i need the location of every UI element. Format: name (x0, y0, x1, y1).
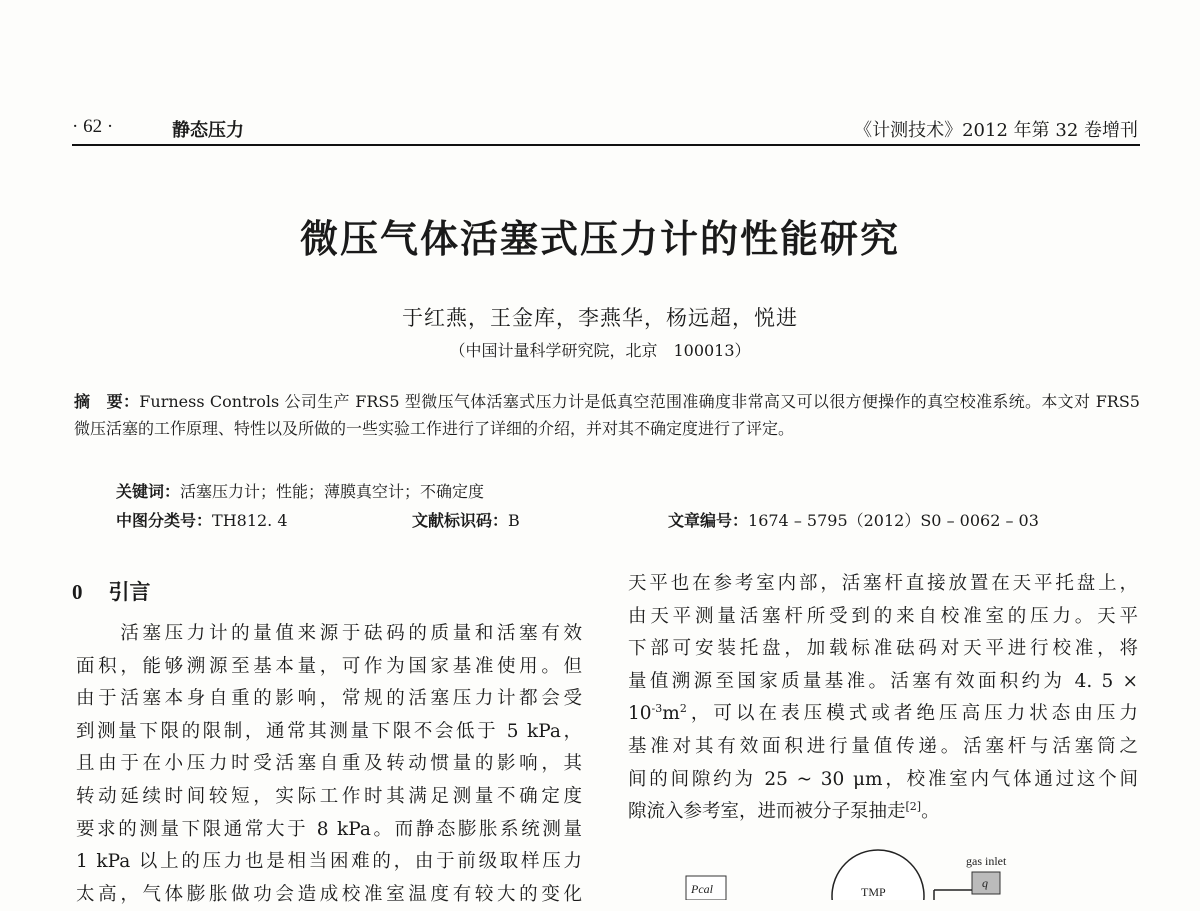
section-name: 静态压力 (172, 120, 244, 141)
body-line: 活塞压力计的量值来源于砝码的质量和活塞有效 (76, 623, 582, 644)
section-heading (72, 576, 151, 606)
system-diagram (630, 840, 1010, 900)
article-number-label: 文章编号： (668, 511, 749, 530)
document-code (412, 508, 520, 531)
body-line: 下部可安装托盘，加载标准砝码对天平进行校准，将 (628, 638, 1138, 660)
article-number (668, 508, 1039, 531)
body-line: 由于活塞本身自重的影响，常规的活塞压力计都会受 (76, 688, 582, 710)
author-list: 于红燕，王金库，李燕华，杨远超，悦进 (402, 306, 798, 330)
pcal-label: Pcal (691, 882, 713, 896)
clc-value: TH812. 4 (212, 511, 288, 530)
body-line-last (628, 796, 1138, 829)
body-line: 由天平测量活塞杆所受到的来自校准室的压力。天平 (628, 605, 1138, 627)
body-line: 天平也在参考室内部，活塞杆直接放置在天平托盘上， (628, 573, 1138, 594)
right-column (628, 568, 1138, 829)
page-number: · 62 · (72, 116, 114, 137)
header-rule (72, 144, 1140, 146)
last-line-end: 。 (921, 801, 940, 823)
body-line: 基准对其有效面积进行量值传递。活塞杆与活塞筒之 (628, 735, 1138, 757)
doc-code-label: 文献标识码： (412, 511, 509, 530)
formula-unit: m (662, 703, 680, 725)
clc-label: 中图分类号： (116, 511, 213, 530)
formula-unit-exponent: 2 (679, 702, 687, 716)
citation: [2] (905, 800, 922, 813)
keywords-text: 活塞压力计；性能；薄膜真空计；不确定度 (180, 482, 485, 501)
keywords-label: 关键词： (116, 482, 181, 501)
last-line-text: 隙流入参考室，进而被分子泵抽走 (628, 801, 906, 823)
body-line-formula (628, 698, 1138, 731)
tmp-label: TMP (861, 885, 886, 899)
section-title: 引言 (108, 580, 151, 604)
body-line: 且由于在小压力时受活塞自重及转动惯量的影响，其 (76, 753, 582, 775)
formula-exponent: -3 (651, 702, 663, 716)
abstract-label: 摘 要： (74, 392, 140, 411)
doc-code-value: B (508, 511, 520, 530)
abstract (74, 388, 1140, 442)
clc-number (116, 508, 288, 531)
left-column (76, 618, 582, 911)
body-line: 到测量下限的限制，通常其测量下限不会低于 5 kPa， (76, 720, 582, 742)
journal-name: 《计测技术》2012 年第 32 卷增刊 (854, 120, 1138, 141)
body-line: 要求的测量下限通常大于 8 kPa。而静态膨胀系统测量 (76, 818, 582, 840)
formula-base: 10 (628, 703, 652, 725)
formula-rest: ，可以在表压模式或者绝压高压力状态由压力 (686, 703, 1138, 725)
body-line: 量值溯源至国家质量基准。活塞有效面积约为 4. 5 × (628, 670, 1138, 692)
body-line: 间的间隙约为 25 ~ 30 μm，校准室内气体通过这个间 (628, 768, 1138, 790)
body-line: 面积，能够溯源至基本量，可作为国家基准使用。但 (76, 655, 582, 677)
article-number-value: 1674 – 5795（2012）S0 – 0062 – 03 (748, 511, 1039, 530)
section-number: 0 (72, 580, 83, 604)
body-line: 1 kPa 以上的压力也是相当困难的，由于前级取样压力 (76, 851, 582, 873)
q-label: q (982, 876, 988, 890)
abstract-text: Furness Controls 公司生产 FRS5 型微压气体活塞式压力计是低真空范围准确度非常高又可以很方便操作的真空校准系统。本文对 FRS5 微压活塞的工作原理、特性以及所做的一些实验工作进行了详细的介绍，并对其不确定度进行了评定。 (74, 392, 1140, 438)
keywords (116, 479, 484, 502)
gas-inlet-label: gas inlet (966, 854, 1007, 868)
body-line: 转动延续时间较短，实际工作时其满足测量不确定度 (76, 785, 582, 807)
affiliation: （中国计量科学研究院，北京 100013） (449, 341, 751, 360)
paper-title: 微压气体活塞式压力计的性能研究 (299, 217, 900, 261)
body-line: 太高，气体膨胀做功会造成校准室温度有较大的变化 (76, 883, 582, 905)
